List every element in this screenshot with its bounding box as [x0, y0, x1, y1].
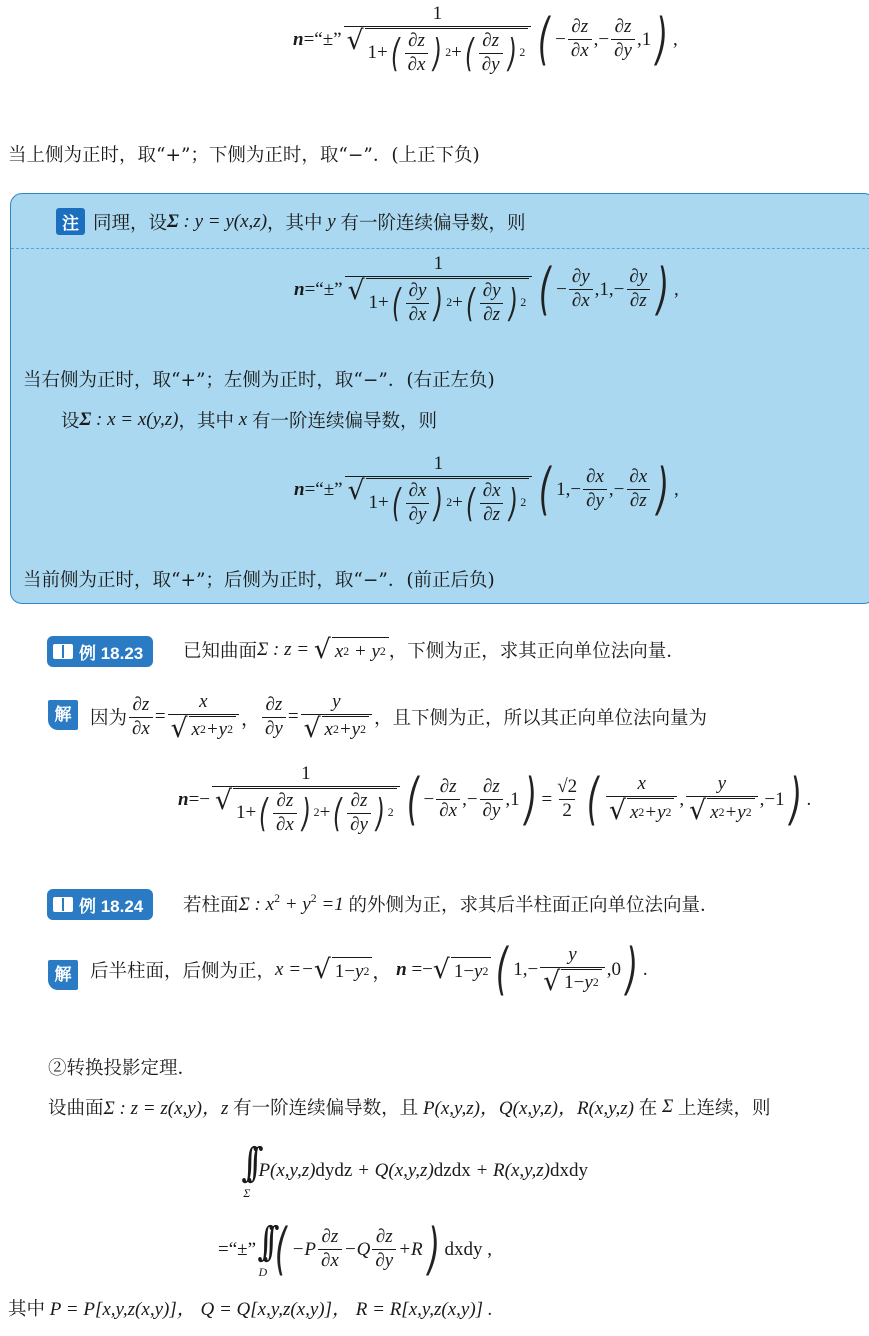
- example-18-24-tag: 例 18.24: [47, 889, 153, 920]
- book-icon: [53, 897, 73, 912]
- example-18-23-text: 已知曲面 Σ : z = √ x 2 + y 2 ，下侧为正，求其正向单位法向量．: [183, 634, 685, 665]
- note-intro: 注 同理，设 Σ : y = y(x,z) ，其中 y 有一阶连续偏导数，则: [56, 208, 526, 235]
- note-box: [10, 193, 869, 604]
- sign-rule-right-left: 当右侧为正时，取“+”；左侧为正时，取“−”．(右正左负): [23, 370, 495, 391]
- theorem-title: ②转换投影定理．: [48, 1058, 197, 1079]
- fraction: 1 √ 1+ ( $\frac{\partial z}{\partial x}$ ) 2 + ( $\frac{\partial z}{\partial y}$ ) 2: [344, 4, 532, 76]
- sign-rule-top-bottom: 当上侧为正时，取“+”；下侧为正时，取“−”．(上正下负): [8, 145, 480, 166]
- example-18-23-tag: 例 18.23: [47, 636, 153, 667]
- formula-projected-integral: =“±” ∫∫ D ( −P $\frac{\partial z}{\partial x}$ −Q $\frac{\partial z}{\partial y}$ +R ) dxdy ,: [218, 1216, 492, 1282]
- solution-tag: 解: [48, 700, 78, 730]
- formula-normal-z: n =“±” 1 √ 1+ ( $\frac{\partial z}{\partial x}$ ) 2 + ( $\frac{\partial z}{\partial y}$ ) 2 ( − $\frac{\partial z}{\partial x}$ ,− $\frac{\partial z}{\partial y}$ ,1 ) ,: [293, 3, 678, 76]
- sign-rule-front-back: 当前侧为正时，取“+”；后侧为正时，取“−”．(前正后负): [23, 570, 495, 591]
- vector-n: n: [293, 28, 304, 50]
- note-tag: 注: [56, 208, 85, 235]
- solution-18-23-line: 因为 $\frac{\partial z}{\partial x}$ = x √ x 2 +y 2 ， $\frac{\partial z}{\partial y}$ = y √ x 2 +y 2 ，且下侧为正，所以其正向单位法向量为: [90, 691, 708, 744]
- formula-normal-x: n =“±” 1 √ 1+ ( $\frac{\partial x}{\partial y}$ ) 2 + ( $\frac{\partial x}{\partial z}$ ) 2 ( 1,− $\frac{\partial x}{\partial y}$ ,− $\frac{\partial x}{\partial z}$ ) ,: [294, 453, 679, 526]
- theorem-statement: 设曲面 Σ : z = z(x,y)，z 有一阶连续偏导数，且 P(x,y,z)，Q(x,y,z)，R(x,y,z) 在 Σ 上连续，则: [48, 1095, 771, 1119]
- formula-surface-integral: ∫∫ Σ P(x,y,z)dydz + Q(x,y,z)dzdx + R(x,y,z)dxdy: [241, 1140, 589, 1200]
- formula-solution-18-23: n =− 1 √ 1+ ( $\frac{\partial z}{\partial x}$ ) 2 + ( $\frac{\partial z}{\partial y}$ ) 2 ( − $\frac{\partial z}{\partial x}$ ,− $\frac{\partial z}{\partial y}$ ,1 ) = $\frac{√2}{2}$ ( x √ x 2 +y 2 , y √ x 2 +y 2 ,−1 ) .: [178, 763, 812, 836]
- example-18-24-text: 若柱面 Σ : $x^2 + y^2 =1$ 的外侧为正，求其后半柱面正向单位法向量．: [183, 891, 719, 916]
- sqrt: √ 1+ ( $\frac{\partial z}{\partial x}$ ) 2 + ( $\frac{\partial z}{\partial y}$ ) 2: [347, 28, 529, 76]
- formula-normal-y: n =“±” 1 √ 1+ ( $\frac{\partial y}{\partial x}$ ) 2 + ( $\frac{\partial y}{\partial z}$ ) 2 ( − $\frac{\partial y}{\partial x}$ ,1,− $\frac{\partial y}{\partial z}$ ) ,: [294, 253, 679, 326]
- note-set-x: 设 Σ : x = x(y,z) ，其中 x 有一阶连续偏导数，则: [61, 409, 437, 432]
- theorem-where: 其中 P = P[x,y,z(x,y)]， Q = Q[x,y,z(x,y)]， R = R[x,y,z(x,y)] .: [8, 1298, 493, 1320]
- solution-18-24-line: 后半柱面，后侧为正， x =− √ 1− y 2 ， n =− √ 1− y 2 ( 1,− y √ 1− y 2 ,0 ) .: [90, 937, 648, 1002]
- pm-sign: =“±”: [303, 28, 342, 50]
- book-icon: [53, 644, 73, 659]
- solution-tag: 解: [48, 960, 78, 990]
